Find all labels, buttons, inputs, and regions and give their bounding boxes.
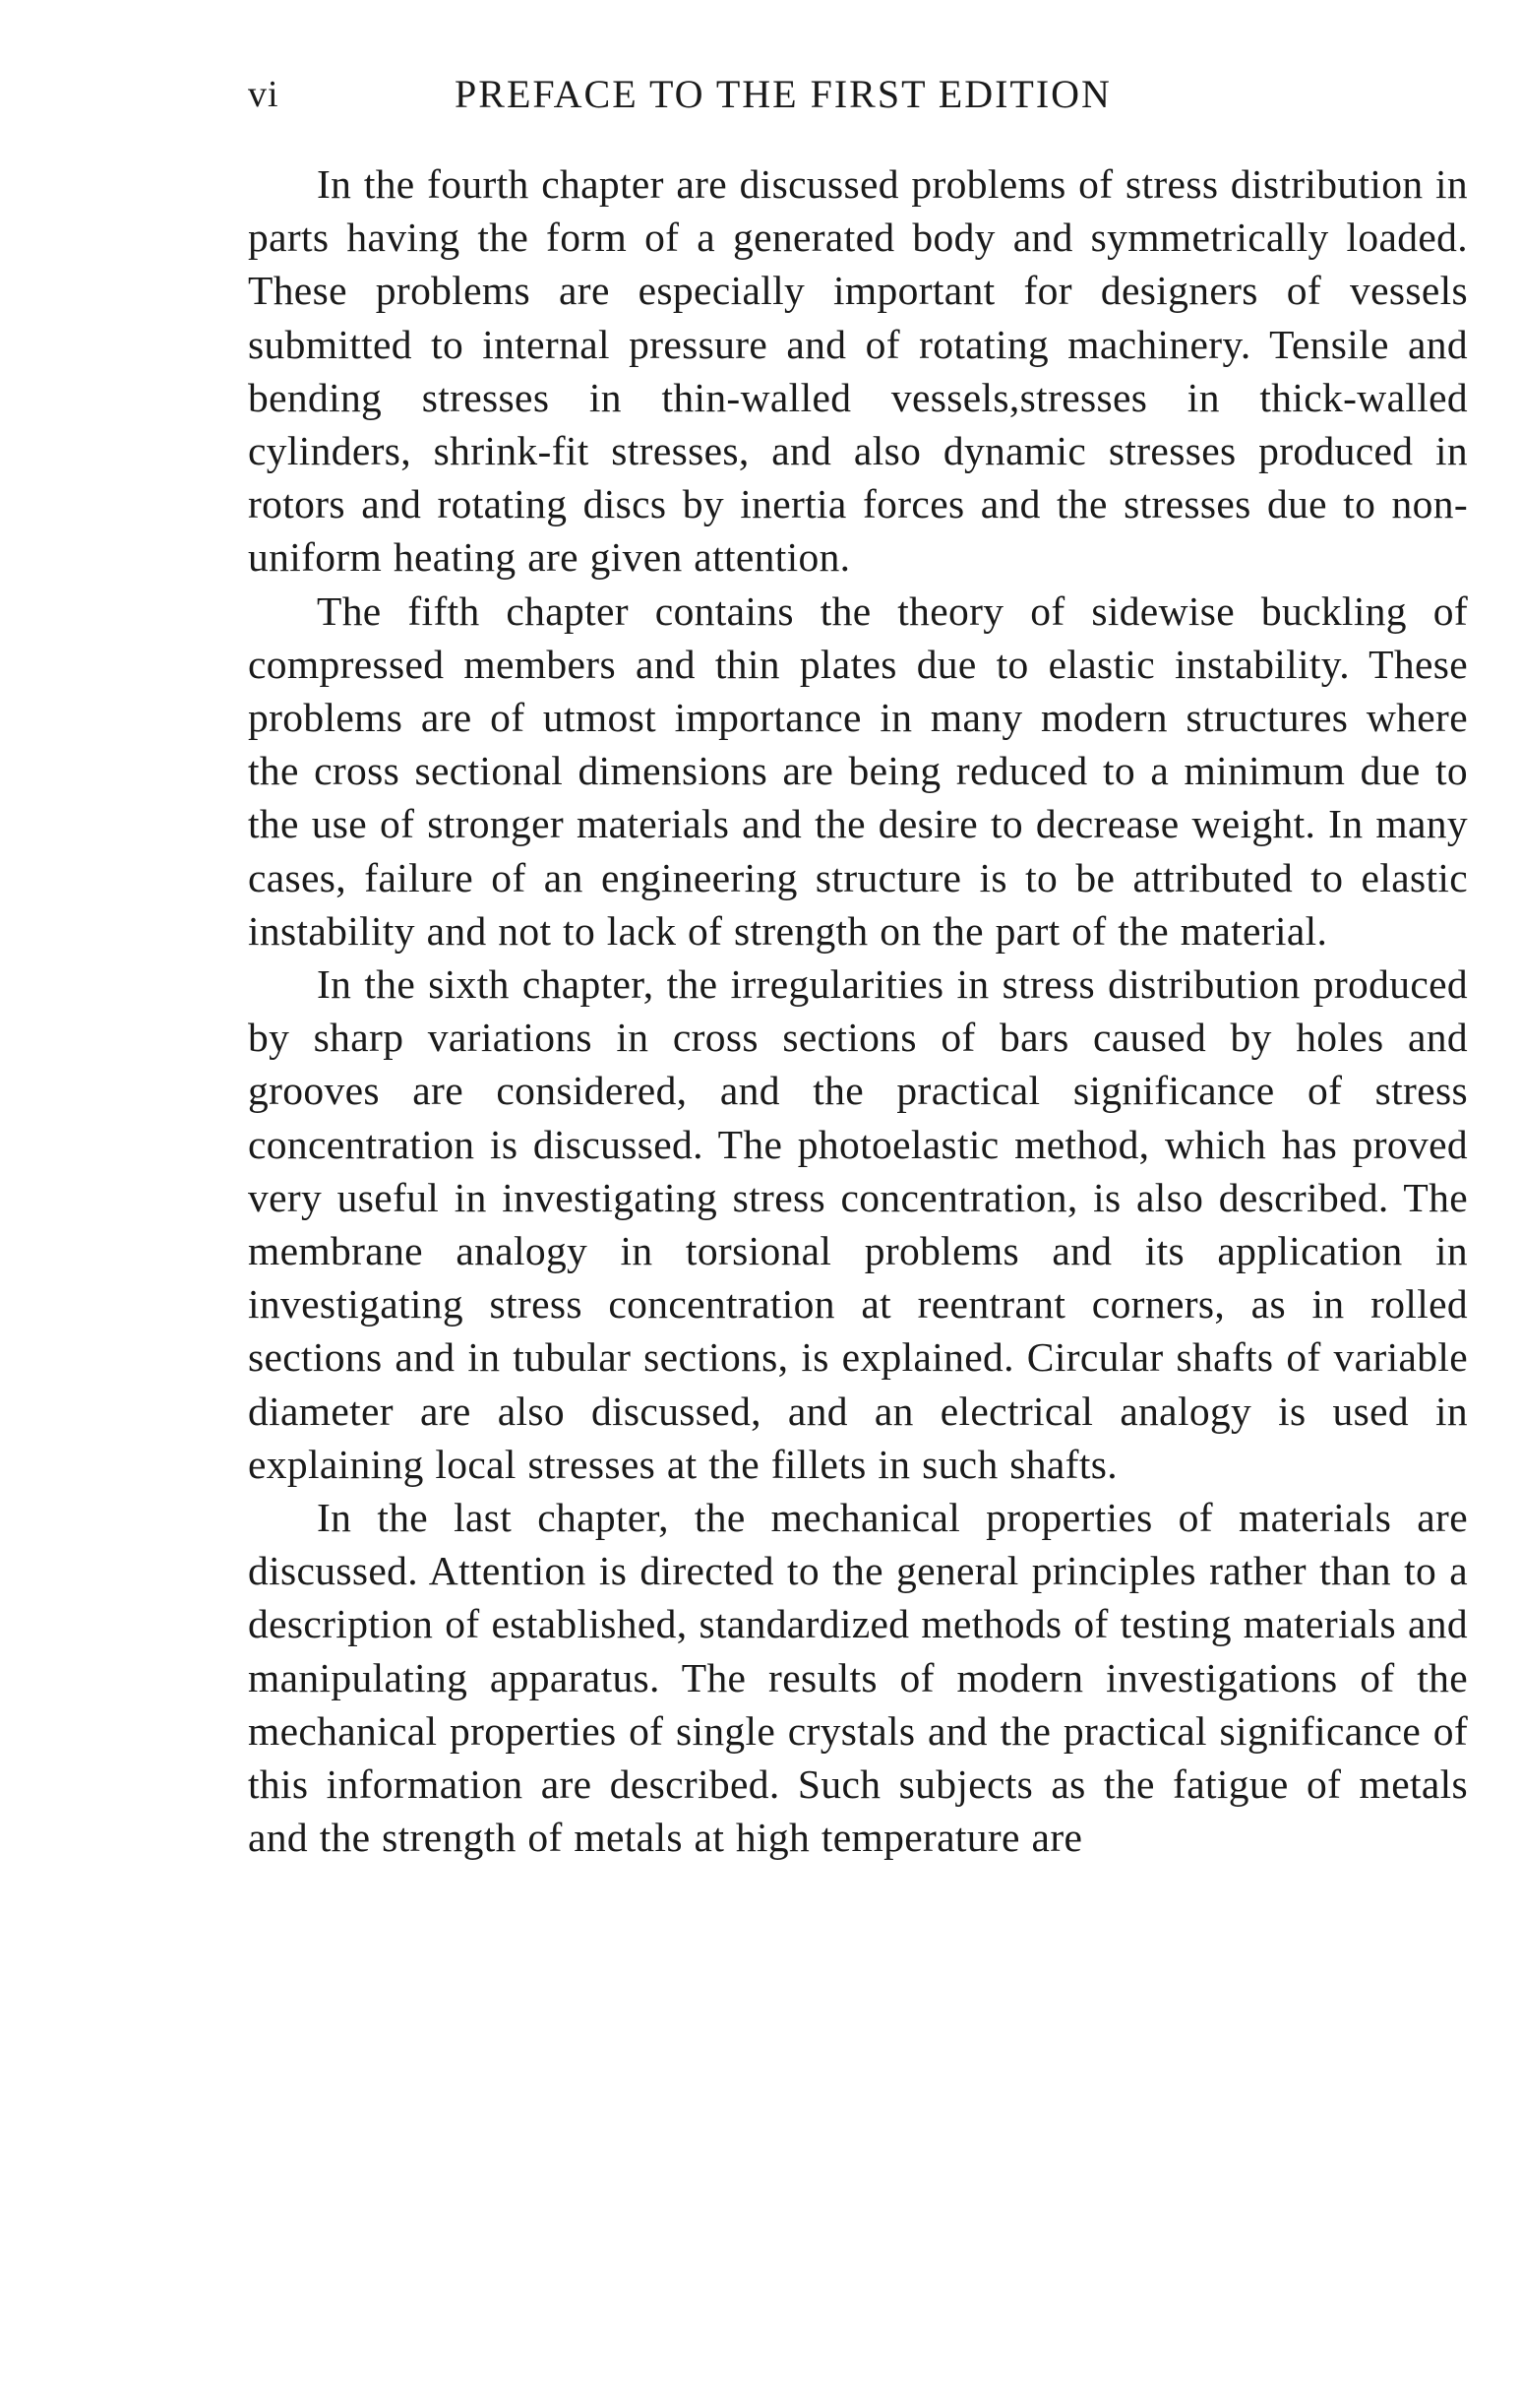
page-number: vi bbox=[248, 74, 279, 115]
running-head bbox=[248, 65, 1259, 124]
paragraph-fifth-chapter: The fifth chapter contains the theory of sidewise buckling of compressed members and thin plates due to elastic instability. These problems are of utmost importance in many modern structures where the cross sectional dimensions are being reduced to a minimum due to the use of stronger materials and the desire to decrease weight. In many cases, failure of an engineering structure is to be attributed to elastic instability and not to lack of strength on the part of the material. bbox=[248, 587, 1468, 954]
paragraph-fourth-chapter: In the fourth chapter are discussed problems of stress distribution in parts having the form of a generated body and symmetrically loaded. These problems are especially important for designers of vessels submitted to internal pressure and of rotating machinery. Tensile and bending stresses in thin-walled vessels,stresses in thick-walled cylinders, shrink-fit stresses, and also dynamic stresses produced in rotors and rotating discs by inertia forces and the stresses due to non-uniform heating are given attention. bbox=[248, 161, 1468, 581]
paragraph-sixth-chapter: In the sixth chapter, the irregularities in stress distribution produced by sharp variations in cross sections of bars caused by holes and grooves are considered, and the practical significance of stress concentration is discussed. The photoelastic method, which has proved very useful in investigating stress concentration, is also described. The membrane analogy in torsional problems and its application in investigating stress concentration at reentrant corners, as in rolled sections and in tubular sections, is explained. Circular shafts of variable diameter are also discussed, and an electrical analogy is used in explaining local stresses at the fillets in such shafts. bbox=[248, 961, 1468, 1487]
body-text bbox=[248, 157, 1468, 1865]
paragraph-last-chapter: In the last chapter, the mechanical properties of materials are discussed. Attention is directed to the general principles rather than to a description of established, standardized methods of testing materials and manipulating apparatus. The results of modern investigations of the mechanical properties of single crystals and the practical significance of this information are described. Such subjects as the fatigue of metals and the strength of metals at high temperature are bbox=[248, 1495, 1468, 1861]
running-head-title: PREFACE TO THE FIRST EDITION bbox=[455, 72, 1112, 116]
